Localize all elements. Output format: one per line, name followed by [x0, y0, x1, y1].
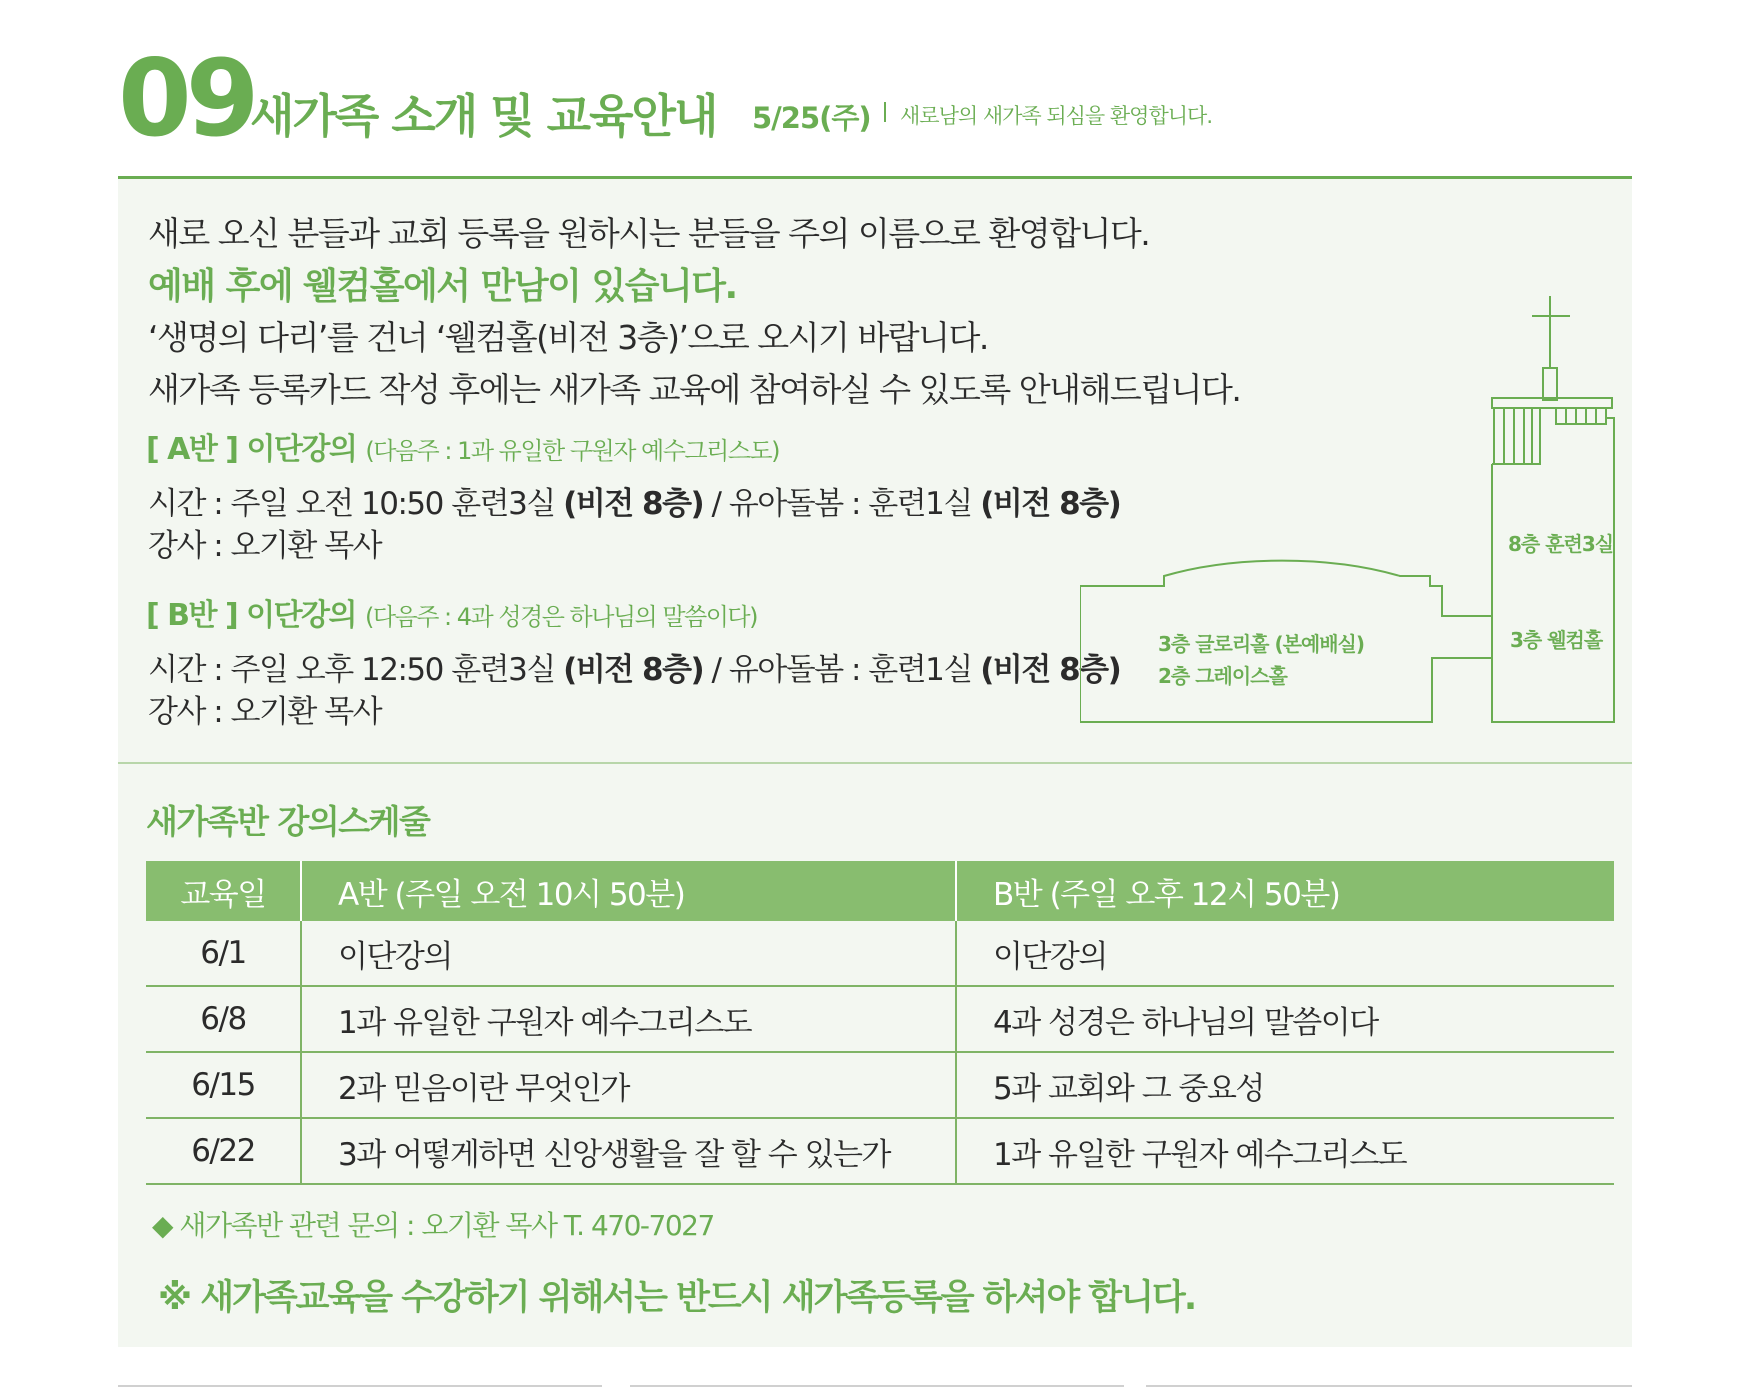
class-a-teacher: 강사 : 오기환 목사 — [148, 528, 382, 564]
table-header-row — [146, 861, 1614, 921]
class-b-heading — [146, 590, 757, 634]
section-divider — [118, 762, 1632, 764]
class-b-title: [ B반 ] 이단강의 — [146, 598, 357, 633]
class-b-care-location: (비전 8층) — [980, 652, 1121, 688]
date: 5/25(주) — [752, 101, 871, 135]
row-class-b: 이단강의 — [956, 921, 1614, 986]
table-row — [146, 1118, 1614, 1184]
class-b-time — [148, 644, 1120, 689]
section-number: 09 — [118, 37, 254, 160]
header-separator — [884, 102, 886, 122]
intro-line-1: 새로 오신 분들과 교회 등록을 원하시는 분들을 주의 이름으로 환영합니다. — [148, 214, 1150, 253]
schedule-table — [146, 861, 1614, 1185]
row-class-a: 이단강의 — [301, 921, 956, 986]
class-b-teacher: 강사 : 오기환 목사 — [148, 694, 382, 730]
page-subtitle: 새로남의 새가족 되심을 환영합니다. — [900, 104, 1212, 128]
registration-notice: ※ 새가족교육을 수강하기 위해서는 반드시 새가족등록을 하셔야 합니다. — [158, 1278, 1196, 1318]
schedule-title: 새가족반 강의스케줄 — [146, 802, 430, 841]
glory-hall-label: 3층 글로리홀 (본예배실) — [1158, 632, 1365, 656]
row-date: 6/15 — [146, 1052, 301, 1118]
row-class-b: 4과 성경은 하나님의 말씀이다 — [956, 986, 1614, 1052]
header-date: 교육일 — [146, 861, 301, 921]
page-title: 새가족 소개 및 교육안내 — [250, 89, 717, 143]
row-date: 6/8 — [146, 986, 301, 1052]
building-illustration — [1080, 290, 1620, 734]
class-a-time-text: 시간 : 주일 오전 10:50 훈련3실 — [148, 486, 555, 522]
header-class-b: B반 (주일 오후 12시 50분) — [956, 861, 1614, 921]
intro-line-4: 새가족 등록카드 작성 후에는 새가족 교육에 참여하실 수 있도록 안내해드립니다. — [148, 370, 1241, 409]
class-a-title: [ A반 ] 이단강의 — [146, 432, 357, 467]
class-a-care: / 유아돌봄 : 훈련1실 — [703, 486, 972, 522]
header-class-a: A반 (주일 오전 10시 50분) — [301, 861, 956, 921]
grace-hall-label: 2층 그레이스홀 — [1158, 664, 1287, 688]
class-b-time-text: 시간 : 주일 오후 12:50 훈련3실 — [148, 652, 555, 688]
class-b-care: / 유아돌봄 : 훈련1실 — [703, 652, 972, 688]
row-class-a: 1과 유일한 구원자 예수그리스도 — [301, 986, 956, 1052]
class-a-care-location: (비전 8층) — [980, 486, 1121, 522]
floor-8-label: 8층 훈련3실 — [1508, 532, 1614, 556]
class-a-time — [148, 478, 1120, 523]
row-class-a: 3과 어떻게하면 신앙생활을 잘 할 수 있는가 — [301, 1118, 956, 1184]
intro-line-2: 예배 후에 웰컴홀에서 만남이 있습니다. — [148, 266, 737, 307]
row-class-a: 2과 믿음이란 무엇인가 — [301, 1052, 956, 1118]
table-row — [146, 986, 1614, 1052]
class-a-location: (비전 8층) — [563, 486, 704, 522]
class-a-heading — [146, 424, 779, 468]
intro-line-3: ‘생명의 다리’를 건너 ‘웰컴홀(비전 3층)’으로 오시기 바랍니다. — [148, 318, 988, 357]
row-date: 6/1 — [146, 921, 301, 986]
inquiry-contact: ◆ 새가족반 관련 문의 : 오기환 목사 T. 470-7027 — [152, 1209, 714, 1242]
floor-3-label: 3층 웰컴홀 — [1510, 628, 1603, 652]
class-b-location: (비전 8층) — [563, 652, 704, 688]
row-date: 6/22 — [146, 1118, 301, 1184]
row-class-b: 5과 교회와 그 중요성 — [956, 1052, 1614, 1118]
class-a-next: (다음주 : 1과 유일한 구원자 예수그리스도) — [365, 437, 779, 465]
table-row — [146, 921, 1614, 986]
class-b-next: (다음주 : 4과 성경은 하나님의 말씀이다) — [364, 603, 757, 631]
table-row — [146, 1052, 1614, 1118]
row-class-b: 1과 유일한 구원자 예수그리스도 — [956, 1118, 1614, 1184]
